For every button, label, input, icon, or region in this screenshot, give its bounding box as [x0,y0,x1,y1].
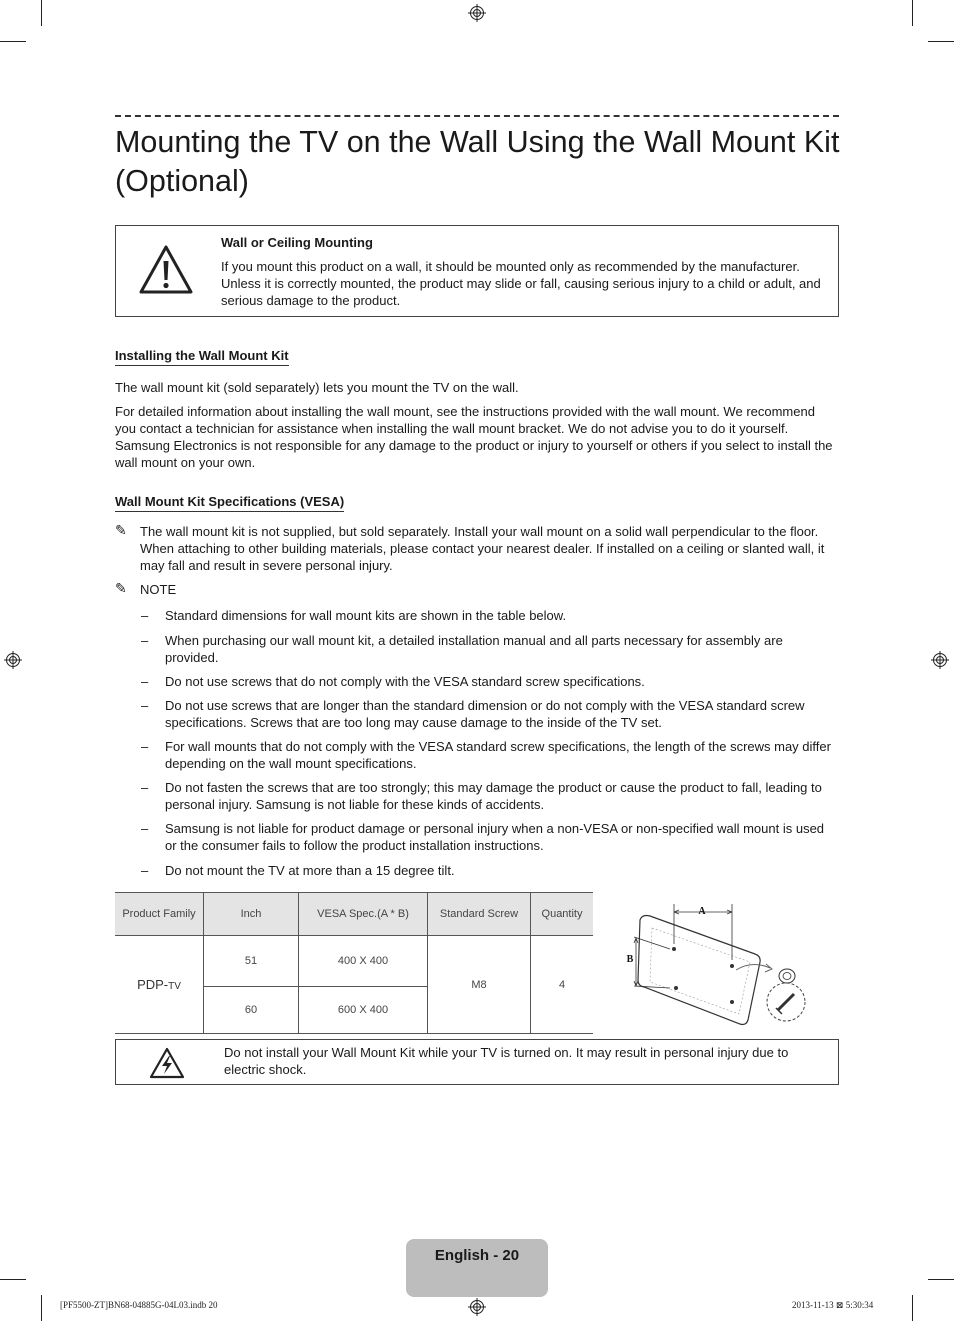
installing-paragraph: For detailed information about installing the wall mount, see the instructions provided with the wall mount. We recommend you contact a technician for assistance when installing the wall mount bracket. We do not advise you to do it yourself. Samsung Electronics is not responsible for any damage to the product or injury to yourself or others if you select to install the wall mount on your own. [115,404,833,470]
dimension-label-a: A [698,906,706,917]
dimension-label-b: B [626,954,634,965]
list-item: – Standard dimensions for wall mount kits are shown in the table below. [141,608,567,623]
page-title: Mounting the TV on the Wall Using the Wall Mount Kit (Optional) [115,125,840,198]
note-label: NOTE [140,582,177,597]
column-header: Product Family [115,893,204,936]
table-header-row [115,893,593,936]
registration-mark-icon [468,4,486,22]
print-slug-left: [PF5500-ZT]BN68-04885G-04L03.indb 20 [60,1300,218,1310]
installing-paragraph: The wall mount kit (sold separately) lets you mount the TV on the wall. [115,380,519,395]
crop-mark [41,1295,42,1321]
print-slug-right: 2013-11-13 ⊠ 5:30:34 [792,1300,874,1310]
list-item: – Do not fasten the screws that are too strongly; this may damage the product or cause the product to fall, leading to personal injury. Samsung is not liable for these kinds of accidents. [141,780,822,812]
tv-back-panel [638,916,760,1025]
pencil-note-icon: ✎ [115,580,127,596]
electric-shock-text: Do not install your Wall Mount Kit while your TV is turned on. It may result in personal injury due to electric shock. [224,1045,789,1077]
crop-mark [41,0,42,26]
page-number-label: English - 20 [434,1247,520,1264]
list-item: – For wall mounts that do not comply with the VESA standard screw specifications, the length of the screws may differ depending on the wall mount specifications. [141,739,831,771]
vesa-mount-diagram [612,892,834,1030]
inch-cell: 60 [204,987,299,1034]
warning-heading: Wall or Ceiling Mounting [221,235,373,250]
list-item: – When purchasing our wall mount kit, a detailed installation manual and all parts necessary for assembly are provided. [141,633,783,665]
registration-mark-icon [4,651,22,669]
crop-mark [0,1279,26,1280]
inch-cell: 51 [204,936,299,987]
quantity-cell: 4 [531,936,594,1034]
pencil-note-icon: ✎ [115,522,127,538]
column-header: Inch [204,893,299,936]
note-bullet-list [115,607,837,879]
column-header: VESA Spec.(A * B) [299,893,428,936]
product-family-cell: PDP-TV [115,936,204,1034]
table-row [115,936,593,987]
list-item: – Do not mount the TV at more than a 15 degree tilt. [141,863,455,878]
registration-mark-icon [468,1298,486,1316]
specs-heading: Wall Mount Kit Specifications (VESA) [115,494,344,512]
list-item: – Samsung is not liable for product damage or personal injury when a non-VESA or non-specified wall mount is used or the consumer fails to follow the product installation instructions. [141,821,825,853]
crop-mark [912,1295,913,1321]
page-number-tab [406,1239,548,1297]
warning-triangle-icon [138,244,194,296]
crop-mark [912,0,913,26]
crop-mark [0,41,26,42]
column-header: Standard Screw [428,893,531,936]
screw-detail-icon [736,964,805,1021]
warning-text: If you mount this product on a wall, it should be mounted only as recommended by the manufacturer. Unless it is correctly mounted, the product may slide or fall, causing serious injury to a child or adult, and serious damage to the product. [221,259,821,308]
screw-cell: M8 [428,936,531,1034]
installing-heading: Installing the Wall Mount Kit [115,348,289,366]
list-item: – Do not use screws that are longer than the standard dimension or do not comply with the VESA standard screw specifications. Screws that are too long may cause damage to the inside of the TV set. [141,698,805,730]
column-header: Quantity [531,893,594,936]
crop-mark [928,1279,954,1280]
crop-mark [928,41,954,42]
list-item: – Do not use screws that do not comply with the VESA standard screw specifications. [141,674,645,689]
title-dashed-rule [115,115,839,117]
note-text: The wall mount kit is not supplied, but sold separately. Install your wall mount on a solid wall perpendicular to the floor. When attaching to other building materials, please contact your nearest dealer. If installed on a ceiling or slanted wall, it may fall and result in severe personal injury. [140,524,825,573]
electric-shock-warning-box [115,1039,839,1085]
vesa-spec-table [115,892,593,1034]
warning-box [115,225,839,317]
vesa-cell: 600 X 400 [299,987,428,1034]
registration-mark-icon [931,651,949,669]
vesa-cell: 400 X 400 [299,936,428,987]
screw-hole-markers [672,947,734,1004]
electric-shock-icon [149,1047,185,1079]
